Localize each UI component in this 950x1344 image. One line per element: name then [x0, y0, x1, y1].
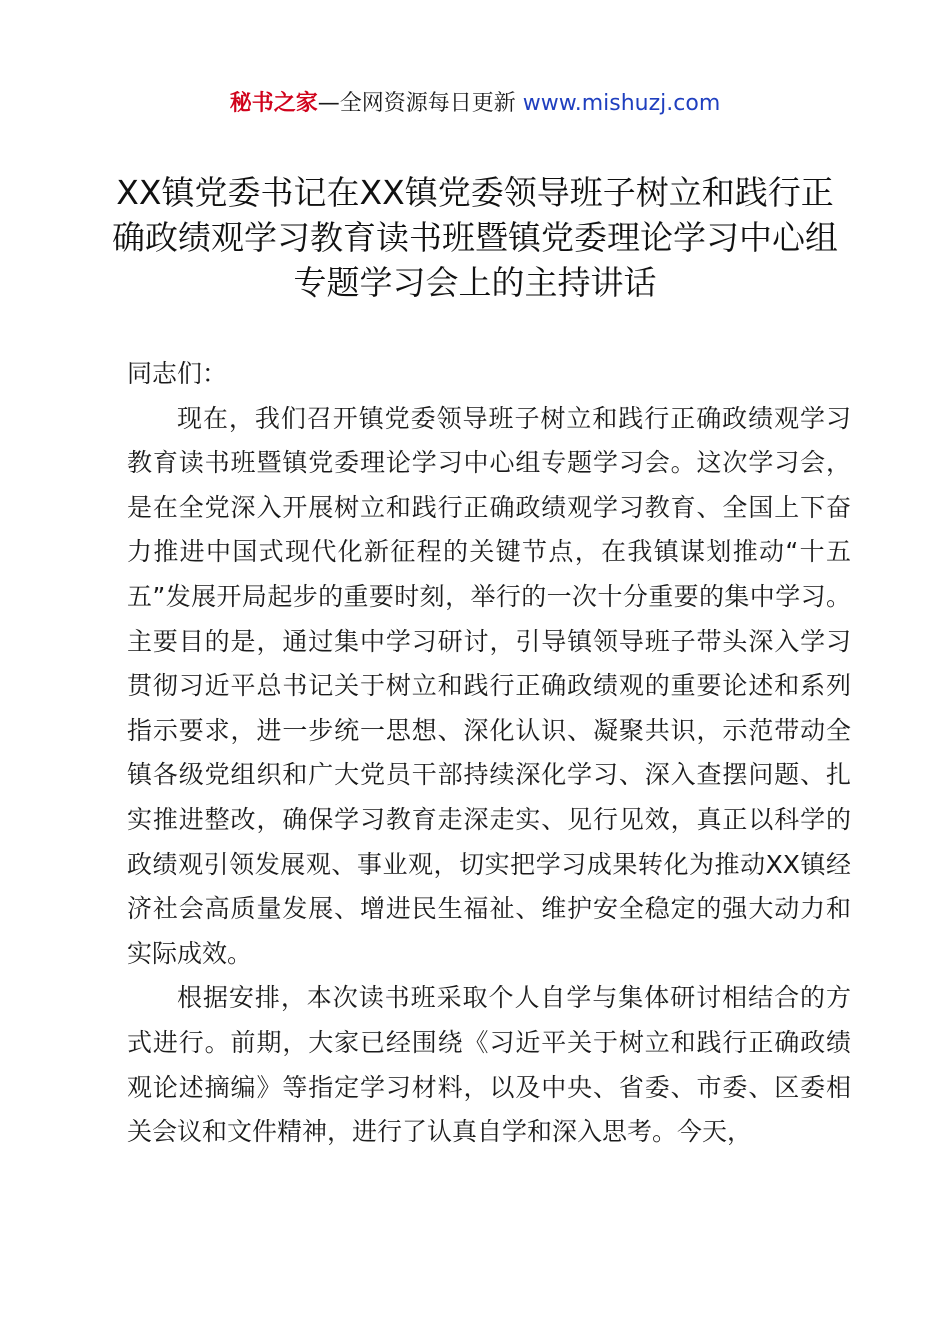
document-title: XX镇党委书记在XX镇党委领导班子树立和践行正确政绩观学习教育读书班暨镇党委理论学习中心组专题学习会上的主持讲话 [112, 173, 838, 302]
site-tagline: —全网资源每日更新 [317, 91, 516, 116]
site-name: 秘书之家 [229, 91, 318, 116]
document-body [127, 352, 851, 1155]
paragraph-1: 现在，我们召开镇党委领导班子树立和践行正确政绩观学习教育读书班暨镇党委理论学习中心组专题学习会。这次学习会，是在全党深入开展树立和践行正确政绩观学习教育、全国上下奋力推进中国式现代化新征程的关键节点，在我镇谋划推动“十五五”发展开局起步的重要时刻，举行的一次十分重要的集中学习。主要目的是，通过集中学习研讨，引导镇领导班子带头深入学习贯彻习近平总书记关于树立和践行正确政绩观的重要论述和系列指示要求，进一步统一思想、深化认识、凝聚共识，示范带动全镇各级党组织和广大党员干部持续深化学习、深入查摆问题、扎实推进整改，确保学习教育走深走实、见行见效，真正以科学的政绩观引领发展观、事业观，切实把学习成果转化为推动XX镇经济社会高质量发展、增进民生福祉、维护安全稳定的强大动力和实际成效。 [127, 403, 851, 968]
site-url[interactable]: www.mishuzj.com [522, 91, 721, 116]
paragraph-2: 根据安排，本次读书班采取个人自学与集体研讨相结合的方式进行。前期，大家已经围绕《习近平关于树立和践行正确政绩观论述摘编》等指定学习材料，以及中央、省委、市委、区委相关会议和文件精神，进行了认真自学和深入思考。今天， [127, 983, 851, 1147]
site-header [0, 88, 950, 120]
salutation: 同志们： [127, 359, 228, 388]
